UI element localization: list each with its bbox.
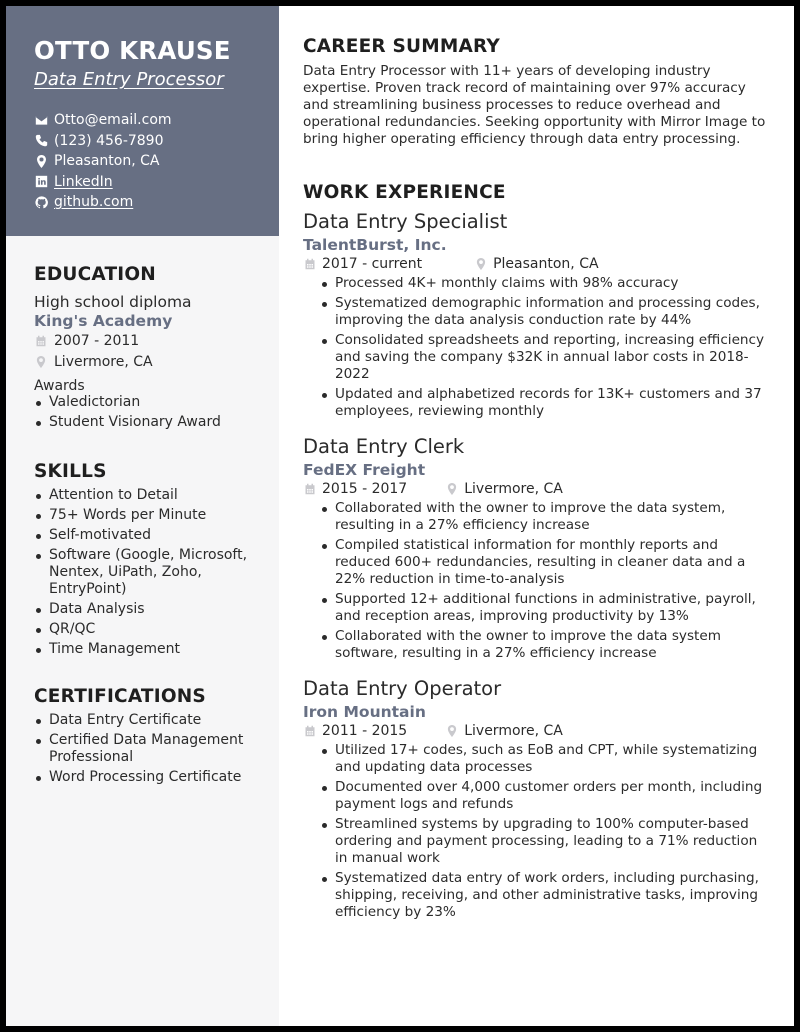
job-location-wrap xyxy=(445,481,563,497)
education-degree: High school diploma xyxy=(34,293,192,311)
header-box xyxy=(6,6,279,236)
job-entry xyxy=(303,434,773,662)
github-icon xyxy=(34,195,48,209)
list-item: Attention to Detail xyxy=(34,487,269,504)
github-link[interactable]: github.com xyxy=(54,194,134,211)
awards-list xyxy=(34,394,269,431)
map-pin-icon xyxy=(474,257,488,271)
certifications-section xyxy=(6,686,279,786)
list-item: 75+ Words per Minute xyxy=(34,507,269,524)
list-item: Student Visionary Award xyxy=(34,414,269,431)
job-company: FedEX Freight xyxy=(303,461,426,479)
list-item: Software (Google, Microsoft, Nentex, UiPath, Zoho, EntryPoint) xyxy=(34,547,269,598)
experience-heading: WORK EXPERIENCE xyxy=(303,182,506,203)
education-dates xyxy=(34,330,269,351)
envelope-icon xyxy=(34,113,48,127)
job-title: Data Entry Processor xyxy=(34,69,224,90)
education-location xyxy=(34,351,269,372)
candidate-name: OTTO KRAUSE xyxy=(34,36,231,65)
job-bullets xyxy=(320,500,773,662)
list-item: Utilized 17+ codes, such as EoB and CPT, while systematizing and updating data processes xyxy=(320,742,773,776)
experience-section xyxy=(303,182,773,921)
resume-page xyxy=(6,6,794,1026)
job-location-wrap xyxy=(474,256,598,272)
contact-linkedin[interactable] xyxy=(34,172,269,193)
job-location: Pleasanton, CA xyxy=(493,256,599,272)
calendar-icon xyxy=(303,724,317,738)
job-company: Iron Mountain xyxy=(303,703,426,721)
job-dates: 2015 - 2017 xyxy=(322,481,408,497)
summary-heading: CAREER SUMMARY xyxy=(303,36,501,57)
job-entry xyxy=(303,676,773,921)
list-item: Valedictorian xyxy=(34,394,269,411)
job-dates: 2011 - 2015 xyxy=(322,723,408,739)
list-item: Processed 4K+ monthly claims with 98% accuracy xyxy=(320,275,773,292)
education-heading: EDUCATION xyxy=(34,264,156,285)
job-company: TalentBurst, Inc. xyxy=(303,236,447,254)
map-pin-icon xyxy=(34,355,48,369)
calendar-icon xyxy=(303,482,317,496)
job-meta xyxy=(303,479,773,499)
list-item: Time Management xyxy=(34,641,269,658)
list-item: Documented over 4,000 customer orders per month, including payment logs and refunds xyxy=(320,779,773,813)
list-item: Systematized data entry of work orders, including purchasing, shipping, receiving, and other administrative tasks, improving efficiency by 23% xyxy=(320,870,773,921)
list-item: Data Analysis xyxy=(34,601,269,618)
awards-heading: Awards xyxy=(34,378,85,394)
job-entry xyxy=(303,209,773,420)
map-pin-icon xyxy=(34,154,48,168)
list-item: Word Processing Certificate xyxy=(34,769,269,786)
contact-phone xyxy=(34,131,269,152)
certifications-list xyxy=(34,712,269,786)
location-text: Pleasanton, CA xyxy=(54,153,160,170)
job-meta xyxy=(303,721,773,741)
sidebar xyxy=(6,6,279,1026)
list-item: Streamlined systems by upgrading to 100% computer-based ordering and payment processing, leading to a 71% reduction in manual work xyxy=(320,816,773,867)
job-dates: 2017 - current xyxy=(322,256,423,272)
skills-list xyxy=(34,487,269,658)
list-item: Certified Data Management Professional xyxy=(34,732,269,766)
list-item: Consolidated spreadsheets and reporting, increasing efficiency and saving the company $32K in annual labor costs in 2018-2022 xyxy=(320,332,773,383)
linkedin-link[interactable]: LinkedIn xyxy=(54,173,113,190)
list-item: Supported 12+ additional functions in administrative, payroll, and reception areas, improving productivity by 13% xyxy=(320,591,773,625)
job-location: Livermore, CA xyxy=(464,723,563,739)
main-column xyxy=(303,36,773,924)
contact-location xyxy=(34,151,269,172)
linkedin-icon xyxy=(34,175,48,189)
job-location-wrap xyxy=(445,723,563,739)
education-dates-text: 2007 - 2011 xyxy=(54,332,140,349)
list-item: Collaborated with the owner to improve the data system software, resulting in a 27% efficiency increase xyxy=(320,628,773,662)
list-item: Compiled statistical information for monthly reports and reduced 600+ redundancies, resulting in cleaner data and a 22% reduction in time-to-analysis xyxy=(320,537,773,588)
phone-icon xyxy=(34,134,48,148)
list-item: Systematized demographic information and processing codes, improving the data analysis conduction rate by 44% xyxy=(320,295,773,329)
summary-text: Data Entry Processor with 11+ years of developing industry expertise. Proven track record of maintaining over 97% accuracy and streamlining business processes to reduce overhead and operational redundancies. Seeking opportunity with Mirror Image to bring higher operating efficiency through data entry processing. xyxy=(303,63,766,147)
skills-section xyxy=(6,461,279,658)
list-item: Data Entry Certificate xyxy=(34,712,269,729)
education-section xyxy=(6,264,279,431)
skills-heading: SKILLS xyxy=(34,461,107,482)
contact-github[interactable] xyxy=(34,192,269,213)
list-item: Self-motivated xyxy=(34,527,269,544)
education-location-text: Livermore, CA xyxy=(54,353,153,370)
list-item: Updated and alphabetized records for 13K+ customers and 37 employees, reviewing monthly xyxy=(320,386,773,420)
contact-email xyxy=(34,110,269,131)
list-item: Collaborated with the owner to improve the data system, resulting in a 27% efficiency increase xyxy=(320,500,773,534)
certifications-heading: CERTIFICATIONS xyxy=(34,686,206,707)
job-position: Data Entry Specialist xyxy=(303,210,508,233)
summary-section xyxy=(303,36,773,148)
job-location: Livermore, CA xyxy=(464,481,563,497)
job-bullets xyxy=(320,742,773,921)
education-school: King's Academy xyxy=(34,312,173,330)
map-pin-icon xyxy=(445,482,459,496)
calendar-icon xyxy=(303,257,317,271)
job-position: Data Entry Operator xyxy=(303,677,502,700)
job-bullets xyxy=(320,275,773,420)
map-pin-icon xyxy=(445,724,459,738)
list-item: QR/QC xyxy=(34,621,269,638)
job-meta xyxy=(303,254,773,274)
email-text: Otto@email.com xyxy=(54,112,172,129)
calendar-icon xyxy=(34,334,48,348)
phone-text: (123) 456-7890 xyxy=(54,132,164,149)
job-position: Data Entry Clerk xyxy=(303,435,465,458)
